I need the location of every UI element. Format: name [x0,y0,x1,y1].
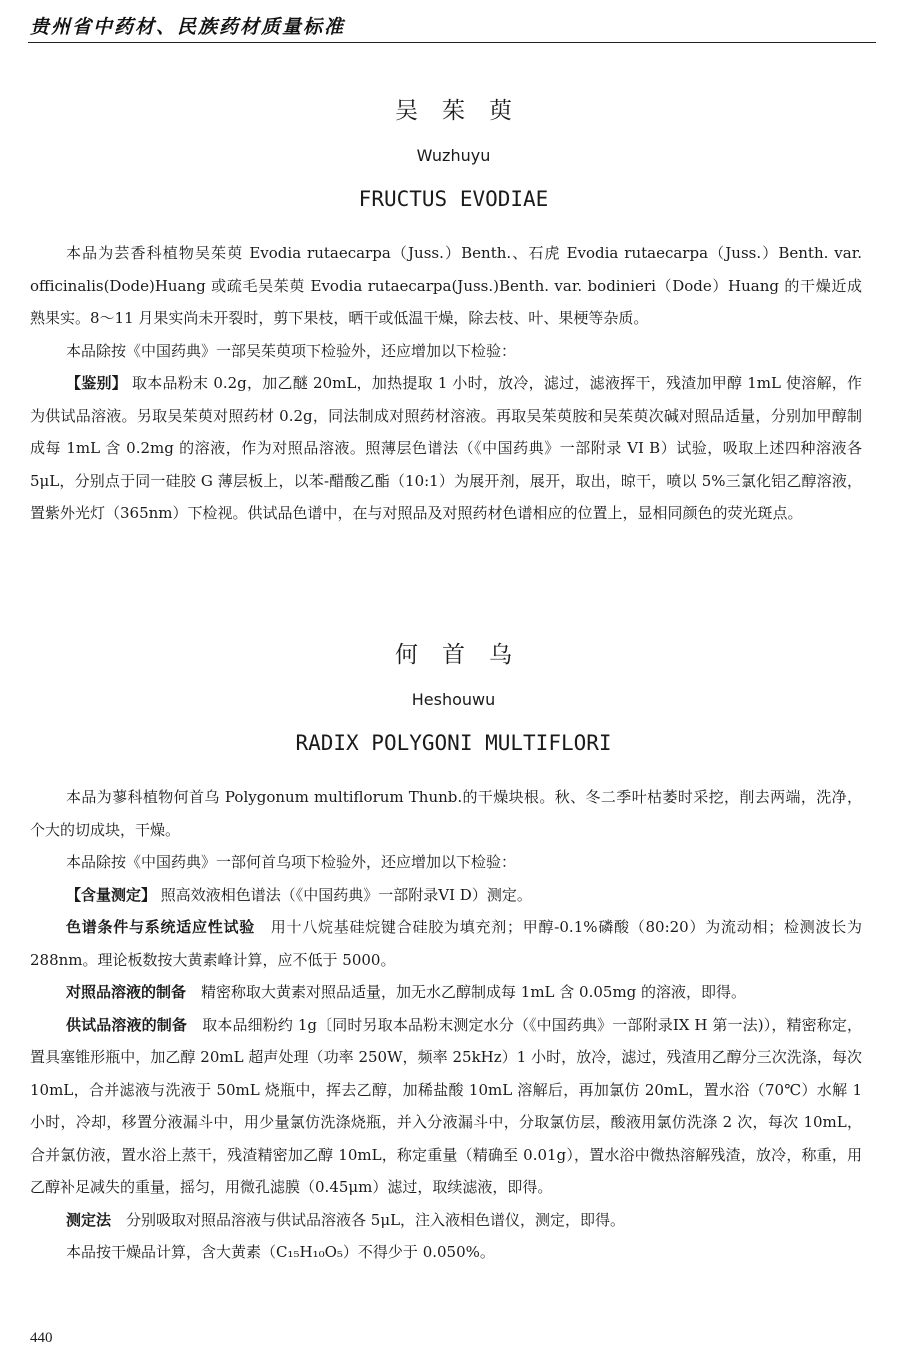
monograph-title-chinese: 何首乌 [395,642,536,668]
chromatography-text: 用十八烷基硅烷键合硅胶为填充剂；甲醇-0.1%磷酸（80:20）为流动相；检测波长为 288nm。理论板数按大黄素峰计算，应不低于 5000。 [30,918,862,969]
monograph-title-pinyin: Heshouwu [411,690,496,709]
test-solution-label: 供试品溶液的制备 [66,1015,188,1034]
identification-text: 取本品粉末 0.2g，加乙醚 20mL，加热提取 1 小时，放冷，滤过，滤液挥干，残渣加甲醇 1mL 使溶解，作为供试品溶液。另取吴茱萸对照药材 0.2g，同法制成对照药材溶液。再取吴茱萸胺和吴茱萸次碱对照品适量，分别加甲醇制成每 1mL 含 0.2mg 的溶液，作为对照品溶液。照薄层色谱法（《中国药典》一部附录 VI B）试验，吸取上述四种溶液各 5μL，分别点于同一硅胶 G 薄层板上，以苯-醋酸乙酯（10:1）为展开剂，展开，取出，晾干，喷以 5%三氯化铝乙醇溶液，置紫外光灯（365nm）下检视。供试品色谱中，在与对照品及对照药材色谱相应的位置上，显相同颜色的荧光斑点。 [30,374,862,522]
monograph-title-chinese: 吴茱萸 [395,98,536,124]
description-paragraph: 本品为蓼科植物何首乌 Polygonum multiflorum Thunb.的干燥块根。秋、冬二季叶枯萎时采挖，削去两端，洗净，个大的切成块，干燥。 [30,788,862,839]
inspection-note-paragraph: 本品除按《中国药典》一部吴茱萸项下检验外，还应增加以下检验： [66,341,517,360]
chromatography-paragraph [30,911,862,976]
procedure-label: 测定法 [66,1210,112,1229]
assay-text: 照高效液相色谱法（《中国药典》一部附录VI D）测定。 [156,885,532,904]
monograph-body [30,781,862,1269]
header-rule [28,42,876,43]
monograph-title-latin: RADIX POLYGONI MULTIFLORI [295,731,612,755]
reference-solution-paragraph [30,976,862,1009]
procedure-paragraph [30,1204,862,1237]
chromatography-label: 色谱条件与系统适应性试验 [66,918,256,936]
content-limit-paragraph: 本品按干燥品计算，含大黄素（C₁₅H₁₀O₅）不得少于 0.050%。 [66,1243,495,1261]
monograph-title-latin: FRUCTUS EVODIAE [358,187,549,211]
monograph-body [30,237,862,530]
reference-solution-label: 对照品溶液的制备 [66,983,187,1001]
page-number: 440 [30,1330,53,1346]
assay-paragraph [30,879,862,912]
identification-label: 【鉴别】 [66,374,128,392]
procedure-text: 分别吸取对照品溶液与供试品溶液各 5μL，注入液相色谱仪，测定，即得。 [111,1210,626,1229]
assay-label: 【含量测定】 [66,885,157,904]
monograph-title-pinyin: Wuzhuyu [416,146,491,165]
inspection-note-paragraph: 本品除按《中国药典》一部何首乌项下检验外，还应增加以下检验： [66,853,517,871]
reference-solution-text: 精密称取大黄素对照品适量，加无水乙醇制成每 1mL 含 0.05mg 的溶液，即得。 [186,983,747,1001]
identification-paragraph [30,367,862,530]
description-paragraph: 本品为芸香科植物吴茱萸 Evodia rutaecarpa（Juss.）Benth.、石虎 Evodia rutaecarpa（Juss.）Benth. var. officinalis(Dode)Huang 或疏毛吴茱萸 Evodia rutaecarpa(Juss.)Benth. var. bodinieri（Dode）Huang 的干燥近成熟果实。8～11 月果实尚未开裂时，剪下果枝，晒干或低温干燥，除去枝、叶、果梗等杂质。 [30,244,862,327]
running-header: 贵州省中药材、民族药材质量标准 [30,16,346,38]
test-solution-paragraph [30,1009,862,1204]
test-solution-text: 取本品细粉约 1g〔同时另取本品粉末测定水分（《中国药典》一部附录IX H 第一法)），精密称定，置具塞锥形瓶中，加乙醇 20mL 超声处理（功率 250W，频率 25kHz）1 小时，放冷，滤过，残渣用乙醇分三次洗涤，每次 10mL，合并滤液与洗液于 50mL 烧瓶中，挥去乙醇，加稀盐酸 10mL 溶解后，再加氯仿 20mL，置水浴（70℃）水解 1 小时，冷却，移置分液漏斗中，用少量氯仿洗涤烧瓶，并入分液漏斗中，分取氯仿层，酸液用氯仿洗涤 2 次，每次 10mL，合并氯仿液，置水浴上蒸干，残渣精密加乙醇 10mL，称定重量（精确至 0.01g），置水浴中微热溶解残渣，放冷，称重，用乙醇补足减失的重量，摇匀，用微孔滤膜（0.45μm）滤过，取续滤液，即得。 [30,1015,862,1196]
